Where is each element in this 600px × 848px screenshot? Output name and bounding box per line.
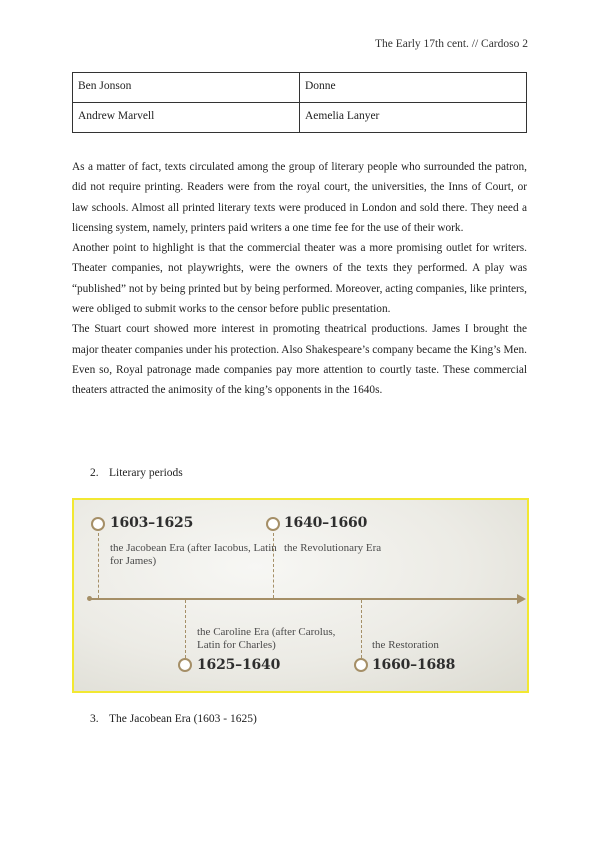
literary-periods-timeline <box>72 498 529 693</box>
paragraph: Another point to highlight is that the commercial theater was a more promising outlet for writers. Theater companies, not playwrights, were the owners of the texts they performed. A play was “published” not by being printed but by being performed. Moreover, acting companies, like printers, were obliged to submit works to the censor before public presentation. <box>72 242 527 316</box>
table-cell: Aemelia Lanyer <box>300 103 527 133</box>
authors-table <box>72 72 527 133</box>
table-cell: Ben Jonson <box>73 73 300 103</box>
table-cell: Andrew Marvell <box>73 103 300 133</box>
table-row <box>73 103 527 133</box>
section-number: 3. <box>90 713 99 725</box>
page-header: The Early 17th cent. // Cardoso 2 <box>375 38 528 50</box>
timeline-marker-icon <box>91 517 105 531</box>
timeline-connector <box>273 533 274 598</box>
timeline-arrow-icon <box>517 594 526 604</box>
timeline-axis-start <box>87 596 92 601</box>
table-row <box>73 73 527 103</box>
period-years: 1640–1660 <box>284 515 368 531</box>
timeline-marker-icon <box>266 517 280 531</box>
timeline-axis <box>89 598 519 600</box>
period-years: 1660–1688 <box>372 657 456 673</box>
period-label: the Caroline Era (after Carolus, Latin for Charles) <box>197 626 336 651</box>
timeline-connector <box>185 600 186 658</box>
section-title: The Jacobean Era (1603 - 1625) <box>109 713 257 725</box>
timeline-connector <box>361 600 362 658</box>
timeline-marker-icon <box>354 658 368 672</box>
period-label: the Restoration <box>372 639 439 651</box>
period-years: 1625–1640 <box>197 657 281 673</box>
section-heading-literary-periods <box>90 467 183 479</box>
section-heading-jacobean-era <box>90 713 257 725</box>
period-label: the Jacobean Era (after Iacobus, Latin for James) <box>110 542 277 567</box>
table-cell: Donne <box>300 73 527 103</box>
section-title: Literary periods <box>109 467 183 479</box>
paragraph: As a matter of fact, texts circulated among the group of literary people who surrounded the patron, did not require printing. Readers were from the royal court, the universities, the Inns of Court, or law schools. Almost all printed literary texts were produced in London and sold there. They need a licensing system, namely, printers paid writers a one time fee for the use of their work. <box>72 161 527 234</box>
period-years: 1603–1625 <box>110 515 194 531</box>
period-label: the Revolutionary Era <box>284 542 382 554</box>
timeline-connector <box>98 533 99 598</box>
body-text <box>72 157 527 401</box>
timeline-marker-icon <box>178 658 192 672</box>
section-number: 2. <box>90 467 99 479</box>
paragraph: The Stuart court showed more interest in promoting theatrical productions. James I brought the major theater companies under his protection. Also Shakespeare’s company became the King’s Men. Even so, Royal patronage made companies pay more attention to courtly taste. These commercial theaters attracted the animosity of the king’s opponents in the 1640s. <box>72 323 527 397</box>
